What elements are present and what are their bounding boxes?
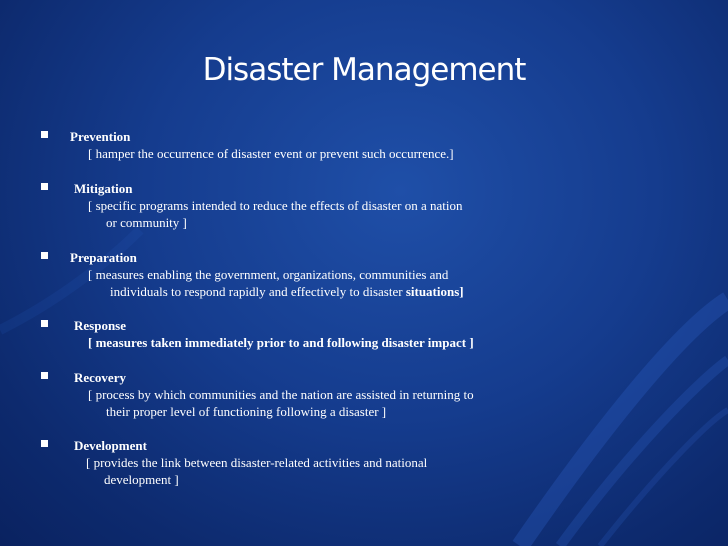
- square-bullet-icon: [41, 320, 48, 327]
- list-item-development: [40, 437, 720, 489]
- description-line: [ process by which communities and the nation are assisted in returning to: [88, 387, 474, 402]
- item-heading: Response: [74, 318, 127, 333]
- list-item-mitigation: [40, 180, 720, 249]
- square-bullet-icon: [41, 252, 48, 259]
- list-item-preparation: [40, 249, 720, 317]
- slide-title: Disaster Management: [202, 52, 526, 88]
- description-line: [ provides the link between disaster-related activities and national: [86, 455, 428, 470]
- description-line: [ hamper the occurrence of disaster event or prevent such occurrence.]: [88, 146, 454, 161]
- description-line: [ measures enabling the government, organizations, communities and: [88, 267, 449, 282]
- item-heading: Preparation: [70, 250, 137, 265]
- description-bold-text: situations]: [405, 284, 464, 299]
- description-line: [ measures taken immediately prior to and following disaster impact ]: [88, 335, 474, 350]
- description-line-continued: or community ]: [106, 215, 187, 230]
- item-heading: Prevention: [70, 129, 131, 144]
- item-description: [70, 145, 720, 162]
- item-description: [70, 454, 720, 488]
- description-line-continued: their proper level of functioning following a disaster ]: [106, 404, 387, 419]
- square-bullet-icon: [41, 183, 48, 190]
- square-bullet-icon: [41, 372, 48, 379]
- item-description: [70, 334, 720, 351]
- item-description: [70, 386, 720, 420]
- bullet-list: [40, 128, 720, 489]
- list-item-prevention: [40, 128, 720, 180]
- item-heading: Development: [74, 438, 147, 453]
- square-bullet-icon: [41, 440, 48, 447]
- list-item-response: [40, 317, 720, 369]
- item-description: [70, 266, 720, 300]
- list-item-recovery: [40, 369, 720, 437]
- description-line: [ specific programs intended to reduce the effects of disaster on a nation: [88, 198, 463, 213]
- item-heading: Recovery: [74, 370, 126, 385]
- description-line-continued: development ]: [104, 472, 179, 487]
- item-description: [70, 197, 720, 231]
- description-text: individuals to respond rapidly and effectively to disaster: [110, 284, 406, 299]
- description-line-continued: [88, 283, 720, 300]
- item-heading: Mitigation: [74, 181, 133, 196]
- square-bullet-icon: [41, 131, 48, 138]
